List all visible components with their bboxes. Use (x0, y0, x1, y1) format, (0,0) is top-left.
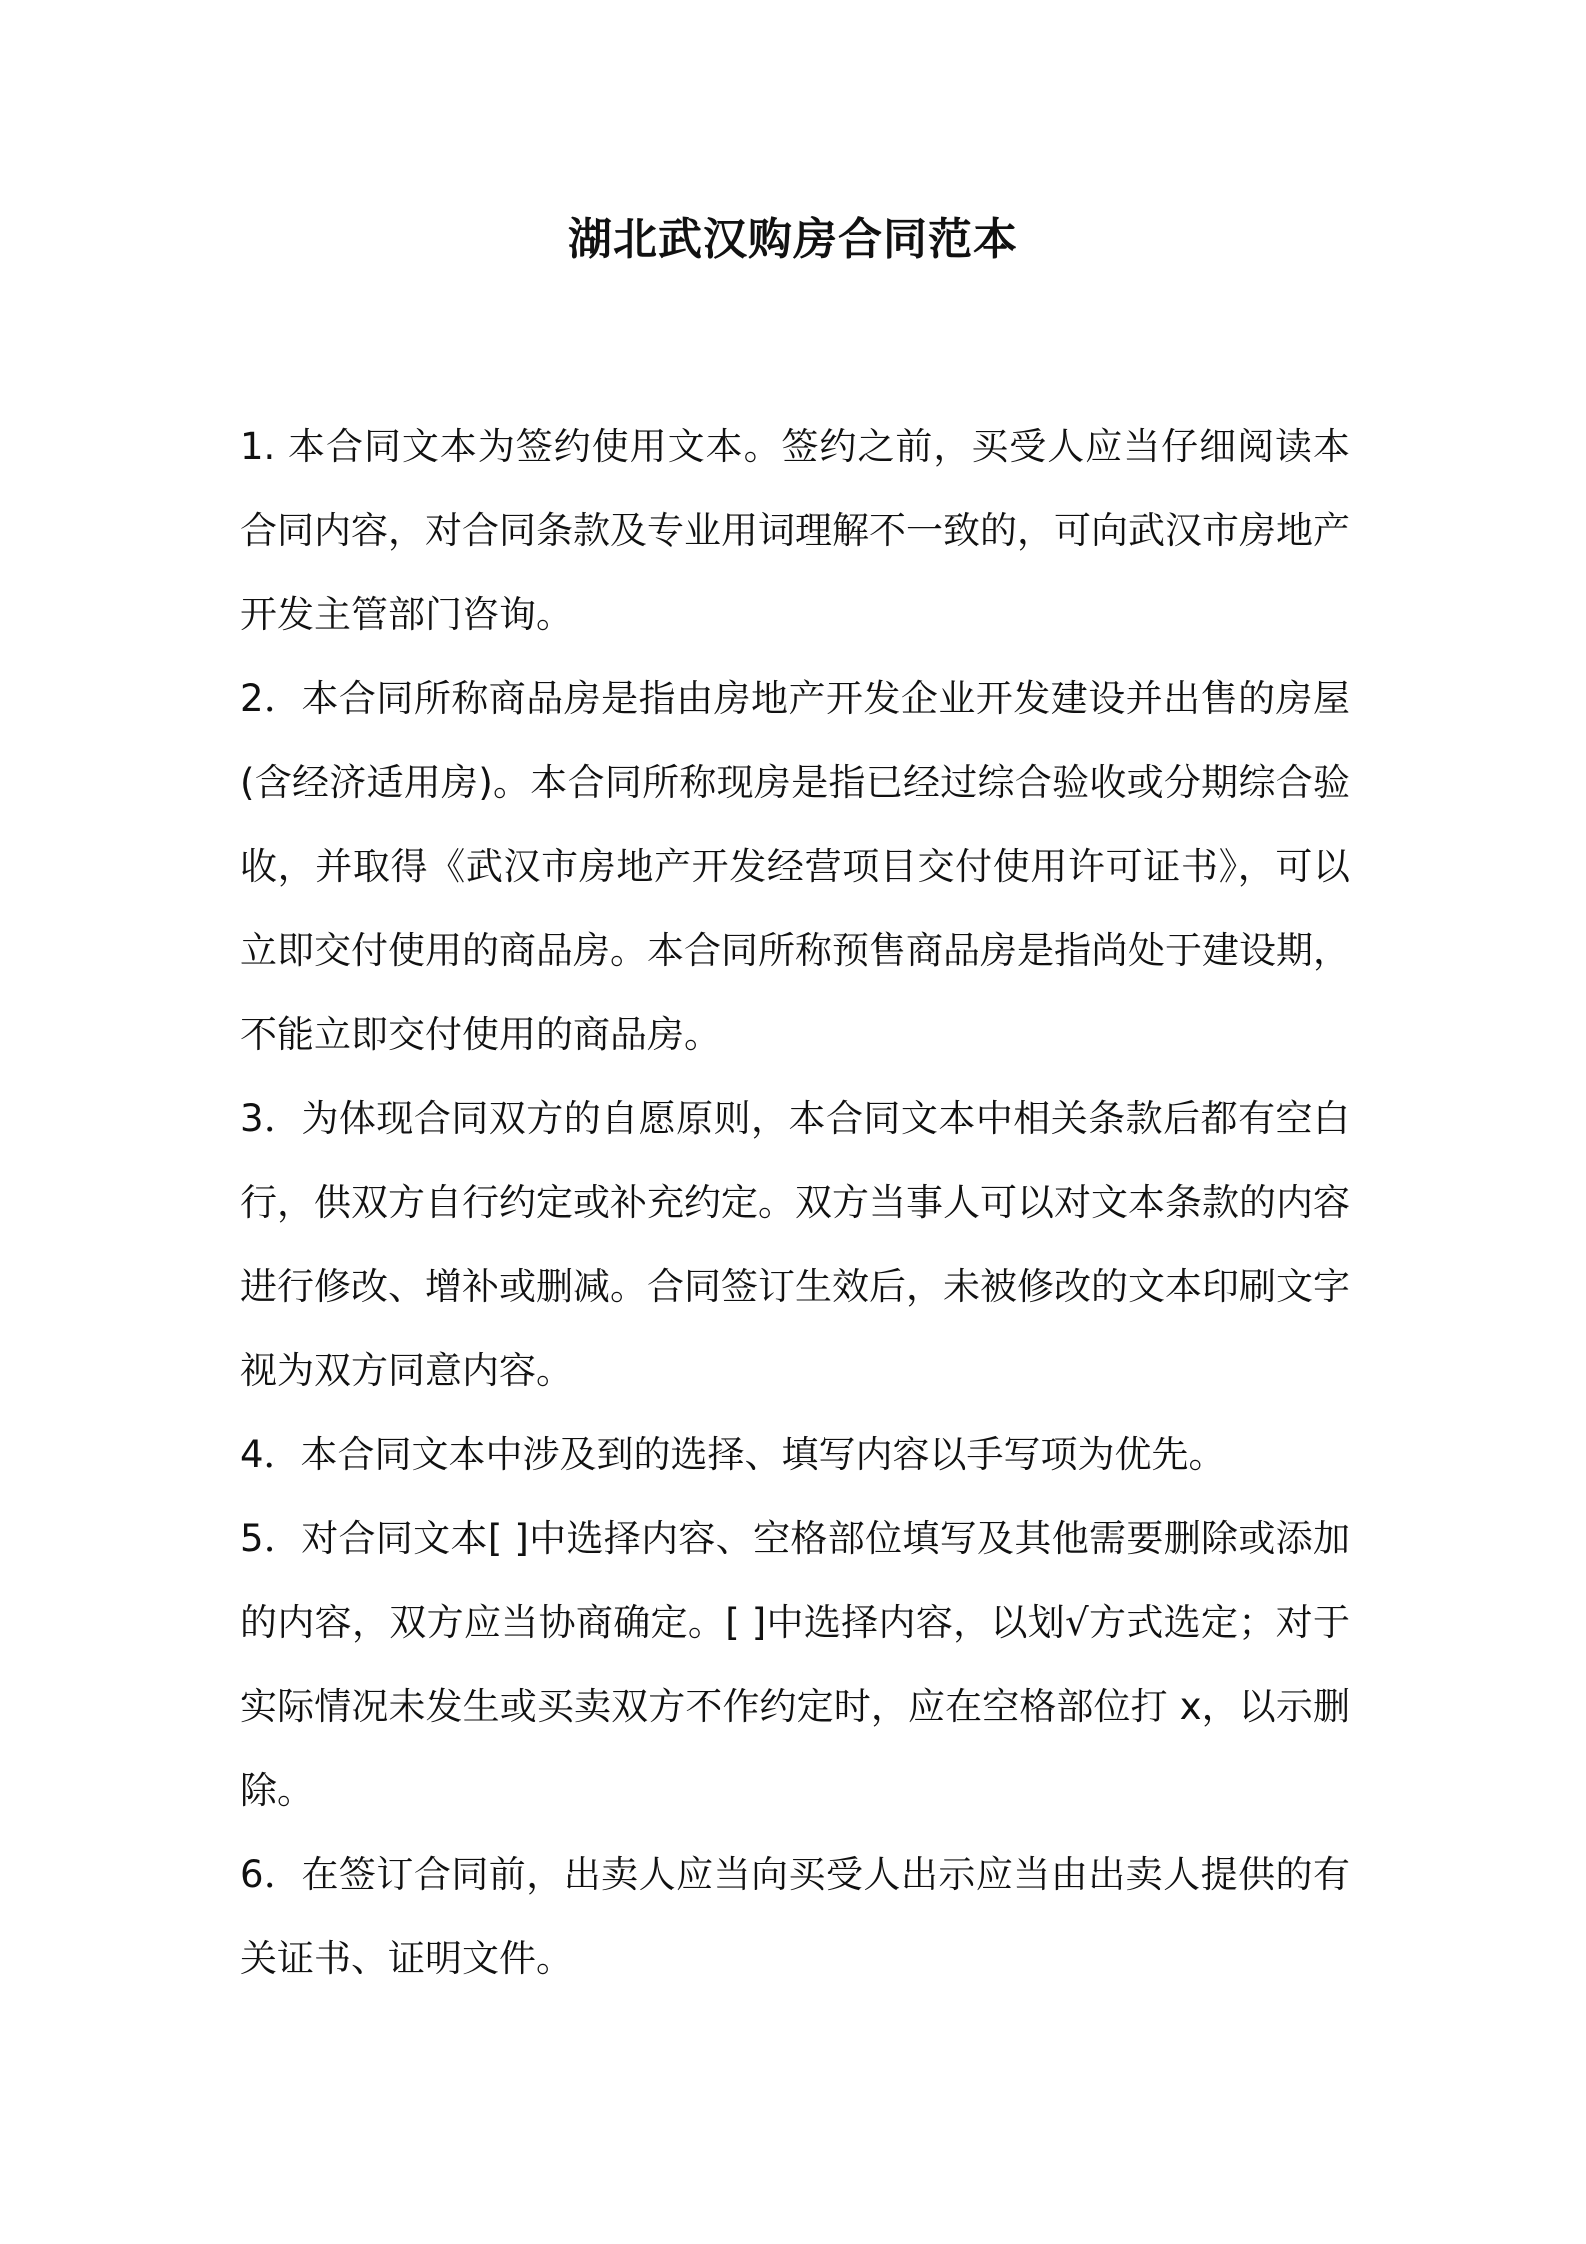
paragraph-6: 6．在签订合同前，出卖人应当向买受人出示应当由出卖人提供的有关证书、证明文件。 (240, 1853, 1350, 1980)
paragraph-5: 5．对合同文本[ ]中选择内容、空格部位填写及其他需要删除或添加的内容，双方应当协商确定。[ ]中选择内容，以划√方式选定；对于实际情况未发生或买卖双方不作约定时，应在空格部位打 x，以示删除。 (240, 1517, 1350, 1812)
document-body (240, 405, 1350, 2001)
paragraph-4: 4．本合同文本中涉及到的选择、填写内容以手写项为优先。 (240, 1433, 1226, 1476)
document-title: 湖北武汉购房合同范本 (568, 214, 1018, 265)
paragraph-1: 1. 本合同文本为签约使用文本。签约之前，买受人应当仔细阅读本合同内容，对合同条款及专业用词理解不一致的，可向武汉市房地产开发主管部门咨询。 (240, 425, 1350, 636)
paragraph-3: 3．为体现合同双方的自愿原则，本合同文本中相关条款后都有空白行，供双方自行约定或补充约定。双方当事人可以对文本条款的内容进行修改、增补或删减。合同签订生效后，未被修改的文本印刷文字视为双方同意内容。 (240, 1097, 1350, 1392)
paragraph-2: 2．本合同所称商品房是指由房地产开发企业开发建设并出售的房屋(含经济适用房)。本合同所称现房是指已经过综合验收或分期综合验收，并取得《武汉市房地产开发经营项目交付使用许可证书》，可以立即交付使用的商品房。本合同所称预售商品房是指尚处于建设期，不能立即交付使用的商品房。 (240, 677, 1350, 1056)
